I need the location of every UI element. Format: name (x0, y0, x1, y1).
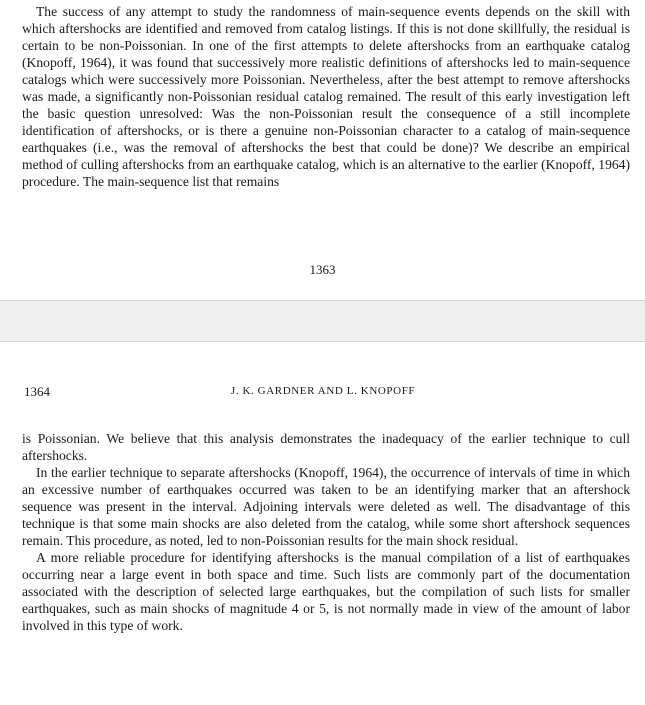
paragraph-continuation: is Poissonian. We believe that this analysis demonstrates the inadequacy of the earlier technique to cull aftershocks. (22, 431, 630, 463)
paragraph-aftershock-removal: The success of any attempt to study the randomness of main-sequence events depends on the skill with which aftershocks are identified and removed from catalog listings. If this is not done skillfully, the residual is certain to be non-Poissonian. In one of the first attempts to delete aftershocks from an earthquake catalog (Knopoff, 1964), it was found that successively more realistic definitions of aftershocks led to main-sequence catalogs which were successively more Poissonian. Nevertheless, after the best attempt to remove aftershocks was made, a significantly non-Poissonian residual catalog remained. The result of this early investigation left the basic question unresolved: Was the non-Poissonian result the consequence of a still incomplete identification of aftershocks, or is there a genuine non-Poissonian character to a catalog of main-sequence earthquakes (i.e., was the removal of aftershocks the best that could be done)? We describe an empirical method of culling aftershocks from an earthquake catalog, which is an alternative to the earlier (Knopoff, 1964) procedure. The main-sequence list that remains (22, 4, 630, 189)
paragraph-reliable-procedure: A more reliable procedure for identifying aftershocks is the manual compilation of a list of earthquakes occurring near a large event in both space and time. Such lists are commonly part of the documentation associated with the description of selected large earthquakes, but the compilation of such lists for smaller earthquakes, such as main shocks of magnitude 4 or 5, is not normally made in view of the amount of labor involved in this type of work. (22, 550, 630, 633)
paragraph-earlier-technique: In the earlier technique to separate aftershocks (Knopoff, 1964), the occurrence of intervals of time in which an excessive number of earthquakes occurred was taken to be an identifying marker that an aftershock sequence was present in the interval. Adjoining intervals were deleted as well. The disadvantage of this technique is that some main shocks are also deleted from the catalog, while some short aftershock sequences remain. This procedure, as noted, led to non-Poissonian results for the main shock residual. (22, 465, 630, 548)
header-page-number: 1364 (24, 384, 50, 399)
page-1363 (0, 0, 645, 300)
page-separator (0, 300, 645, 342)
page-1364 (0, 342, 645, 705)
running-header (24, 384, 622, 404)
header-authors: J. K. GARDNER AND L. KNOPOFF (230, 385, 416, 397)
page-number: 1363 (309, 262, 336, 277)
page-1363-body (22, 3, 630, 190)
page-1364-body (22, 430, 630, 634)
